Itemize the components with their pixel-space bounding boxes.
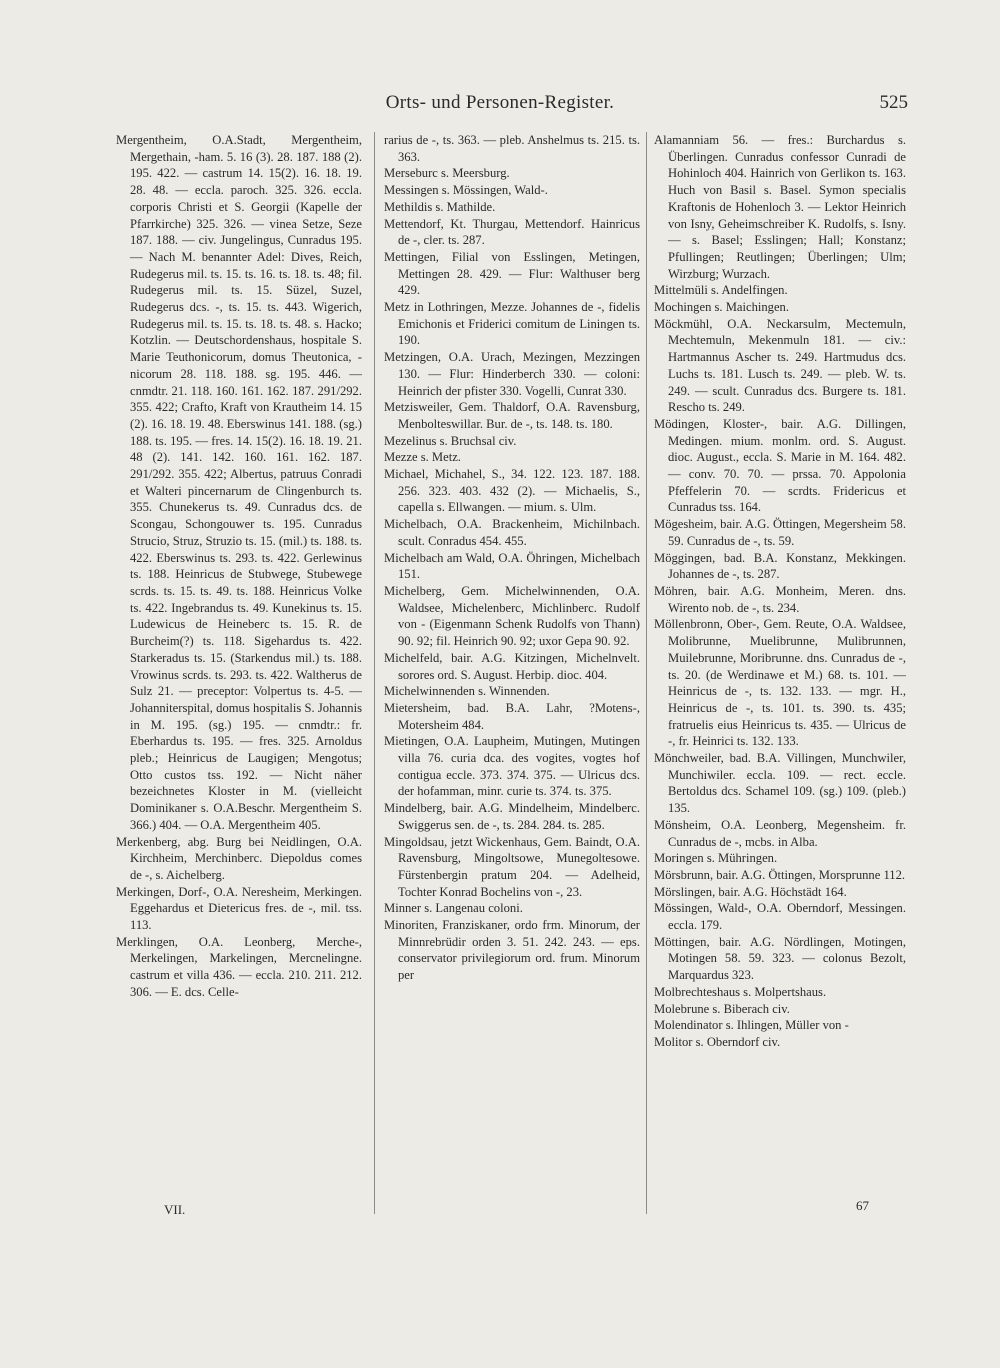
register-entry: Mettingen, Filial von Esslingen, Metingen, Mettingen 28. 429. — Flur: Walthuser berg 429. [384,249,640,298]
register-entry: Alamanniam 56. — fres.: Burchardus s. Überlingen. Cunradus confessor Cunradi de Hohinloch 404. Hainrich von Gerlikon ts. 163. Huch von Basil s. Basel. Symon specialis Kraftonis de Hohenloch 3. — Lektor Heinrich von Isny, Geheimschreiber K. Rudolfs, s. Isny. — s. Basel; Esslingen; Hall; Konstanz; Pfullingen; Reutlingen; Überlingen; Ulm; Wirzburg; Wurzach. [654,133,906,281]
register-entry: Michelwinnenden s. Winnenden. [384,684,550,699]
register-entry: Möckmühl, O.A. Neckarsulm, Mectemuln, Mechtemuln, Mekenmuln 181. — civ.: Hartmannus Ascher ts. 249. Hartmudus dcs. Luchs ts. 181. Lusch ts. 249. — pleb. W. ts. 249. — scult. Cunradus dcs. Burgere ts. 181. Rescho ts. 249. [654,316,906,415]
register-entry: Mössingen, Wald-, O.A. Oberndorf, Messingen. eccla. 179. [654,901,906,933]
register-entry: Mergentheim, O.A.Stadt, Mergentheim, Mergethain, -ham. 5. 16 (3). 28. 187. 188 (2). 195. 422. — castrum 14. 15(2). 16. 18. 19. 28. 48. — eccla. paroch. 325. 326. eccla. corporis Christi et S. Georgii (Kapelle der Pfarrkirche) 325. 326. — vinea Setze, Seze 187. 188. — civ. Jungelingus, Cunradus 195. — Nach M. benannter Adel: Dives, Reich, Rudegerus mil. ts. 15. ts. 16. ts. 18. ts. 48; fil. Rudegerus mil. ts. 15. Süzel, Suzel, Rudegerus dcs. -, ts. 15. ts. 443. Wigerich, Rudegerus mil. ts. 15. ts. 18. ts. 48. s. Hacko; Kotzlin. — Deutschordenshaus, hospitale S. Marie Teuthonicorum, domus Theutonica, -nicorum 28. 118. 188. sg. 195. 446. — cnmdtr. 21. 118. 160. 161. 162. 187. 291/292. 355. 422; Crafto, Kraft von Krautheim 14. 15 (2). 16. 18. 19. 48. Eberswinus 141. 188. (sg.) 188. ts. 195. — fres. 14. 15(2). 16. 18. 19. 21. 48 (2). 141. 142. 160. 161. 162. 187. 291/292. 355. 422; Albertus, patruus Conradi et Walteri pincernarum de Clingenburch ts. 355. Chunekerus ts. 49. Cunradus dcs. de Scongau, Schongouwer ts. 195. Cunradus Strucio, Struz, Struzio ts. 15. (mil.) ts. 188. ts. 422. Eberswinus ts. 293. ts. 422. Gerlewinus ts. 188. Heinricus de Stubwege, Stubewege scrds. ts. 15. ts. 49. ts. 188. Heinricus Volke ts. 422. Ingebrandus ts. 49. Kunekinus ts. 15. Ludewicus de Heineberc ts. 15. R. de Burcheim(?) ts. 118. Sigehardus ts. 422. Starkeradus ts. 15. (Starkendus mil.) ts. 188. Vrowinus scrds. ts. 293. ts. 422. Waltherus de Sulz 21. — preceptor: Volpertus ts. 4-5. — Johanniterspital, domus hospitalis S. Johannis in M. 195. (sg.) 195. — cnmdtr.: fr. Eberhardus ts. 195. — fres. 325. Arnoldus pleb.; Heinricus de Laugigen; Mengotus; Otto custos tss. 192. — Nicht näher bezeichnetes Kloster in M. (vielleicht Dominikaner s. O.A.Beschr. Mergentheim S. 366.) 404. — O.A. Mergentheim 405. [116,133,362,832]
register-entry: Metzingen, O.A. Urach, Mezingen, Mezzingen 130. — Flur: Hinderberch 330. — coloni: Heinrich der pfister 330. Vogelli, Cunrat 330. [384,350,640,398]
register-entry: Mietingen, O.A. Laupheim, Mutingen, Mutingen villa 76. curia dca. des vogites, vogtes hof contigua eccle. 373. 374. 375. — Ulricus dcs. der hofamman, minr. curie ts. 374. ts. 375. [384,734,640,799]
register-entry: Mörslingen, bair. A.G. Höchstädt 164. [654,884,847,899]
register-entry: Michael, Michahel, S., 34. 122. 123. 187. 188. 256. 323. 403. 432 (2). — Michaelis, S., capella s. Ellwangen. — mium. s. Ulm. [384,467,640,515]
register-entry: Minner s. Langenau coloni. [384,901,523,916]
register-entry: Minoriten, Franziskaner, ordo frm. Minorum, der Minnrebrüdir orden 3. 51. 242. 243. — eps. conservator privilegiorum ord. frum. Minorum per [384,918,640,983]
register-entry: Mindelberg, bair. A.G. Mindelheim, Mindelberc. Swiggerus sen. de -, ts. 284. 284. ts. 285. [384,801,640,832]
register-entry: Mögesheim, bair. A.G. Öttingen, Megersheim 58. 59. Cunradus de -, ts. 59. [654,517,906,548]
register-entry: Merkingen, Dorf-, O.A. Neresheim, Merkingen. Eggehardus et Dietericus fres. de -, mil. tss. 113. [116,884,362,933]
register-entry: Molbrechteshaus s. Molpertshaus. [654,984,827,999]
register-entry: Mönsheim, O.A. Leonberg, Megensheim. fr. Cunradus de -, mcbs. in Alba. [654,817,906,849]
register-entry: Merkenberg, abg. Burg bei Neidlingen, O.A. Kirchheim, Merchinberc. Diepoldus comes de -, s. Aichelberg. [116,834,362,882]
register-entry: Mörsbrunn, bair. A.G. Öttingen, Morsprunne 112. [654,867,906,882]
register-entry: Möhren, bair. A.G. Monheim, Meren. dns. Wirento nob. de -, ts. 234. [654,583,906,615]
register-entry: Mingoldsau, jetzt Wickenhaus, Gem. Baindt, O.A. Ravensburg, Mingoltsowe, Munegoltesowe. Fürstenbergin pratum 204. — Adelheid, Tochter Konrad Bochelins von -, 23. [384,834,640,899]
register-entry: Molendinator s. Ihlingen, Müller von - [654,1018,849,1033]
register-entry: Mittelmüli s. Andelfingen. [654,283,788,298]
register-entry: Michelbach am Wald, O.A. Öhringen, Michelbach 151. [384,550,640,582]
register-column-3 [654,132,906,1051]
register-entry: Michelbach, O.A. Brackenheim, Michilnbach. scult. Conradus 454. 455. [384,517,640,548]
register-entry: Merklingen, O.A. Leonberg, Merche-, Merkelingen, Markelingen, Mercnelingne. castrum et villa 436. — eccla. 210. 211. 212. 306. — E. dcs. Celle- [116,934,362,999]
register-entry: rarius de -, ts. 363. — pleb. Anshelmus ts. 215. ts. 363. [384,133,640,164]
register-entry: Möggingen, bad. B.A. Konstanz, Mekkingen. Johannes de -, ts. 287. [654,550,906,582]
sheet-number: 67 [856,1198,869,1213]
register-entry: Michelberg, Gem. Michelwinnenden, O.A. Waldsee, Michelenberc, Michlinberc. Rudolf von - (Eigenmann Schenk Rudolfs von Thann) 90. 92; fil. Heinrich 90. 92; uxor Gepa 90. 92. [384,583,640,649]
register-entry: Mezelinus s. Bruchsal civ. [384,433,517,448]
register-entry: Möttingen, bair. A.G. Nördlingen, Motingen, Motingen 58. 59. 323. — colonus Bezolt, Marquardus 323. [654,934,906,983]
column-rule [646,132,647,1214]
printer-signature: VII. [164,1202,186,1217]
register-entry: Metz in Lothringen, Mezze. Johannes de -, fidelis Emichonis et Friderici comitum de Liningen ts. 190. [384,300,640,348]
register-entry: Mödingen, Kloster-, bair. A.G. Dillingen, Medingen. mium. monlm. ord. S. August. dioc. August., eccla. S. Marie in M. 164. 482. — conv. 70. 70. — prssa. 70. Appolonia Pfeffelerin 70. — scrdts. Fridericus et Cunradus tss. 164. [654,416,906,515]
register-entry: Mezze s. Metz. [384,450,461,465]
page-number: 525 [879,92,908,113]
register-entry: Molitor s. Oberndorf civ. [654,1034,781,1049]
register-entry: Mochingen s. Maichingen. [654,300,790,315]
register-entry: Merseburc s. Meersburg. [384,166,510,181]
register-column-1 [116,132,362,1001]
register-column-2 [384,132,640,984]
register-entry: Moringen s. Mühringen. [654,851,778,866]
register-entry: Metzisweiler, Gem. Thaldorf, O.A. Ravensburg, Menbolteswillar. Bur. de -, ts. 148. ts. 180. [384,400,640,431]
register-entry: Mönchweiler, bad. B.A. Villingen, Munchwiler, Munchiwiler. eccla. 109. — rect. eccle. Bertoldus dcs. Schamel 109. (sg.) 109. (pleb.) 135. [654,751,906,816]
register-entry: Mettendorf, Kt. Thurgau, Mettendorf. Hainricus de -, cler. ts. 287. [384,216,640,248]
column-rule [374,132,375,1214]
register-entry: Molebrune s. Biberach civ. [654,1001,790,1016]
register-entry: Michelfeld, bair. A.G. Kitzingen, Michelnvelt. sorores ord. S. August. Herbip. dioc. 404. [384,650,640,682]
running-head-title: Orts- und Personen-Register. [385,92,615,113]
register-entry: Möllenbronn, Ober-, Gem. Reute, O.A. Waldsee, Molibrunne, Muelibrunne, Mulibrunnen, Muilebrunne, Moribrunne. dns. Cunradus de -, ts. 20. (de Werdinawe et M.) 68. ts. 101. — Heinricus de -, ts. 132. 133. — mgr. H., Heinricus de -, ts. 101. ts. 390. ts. 435; fratruelis eius Heinricus ts. 435. — Ulricus de -, fr. Heinrici ts. 132. 133. [654,617,906,749]
register-entry: Methildis s. Mathilde. [384,199,496,214]
register-entry: Messingen s. Mössingen, Wald-. [384,183,548,198]
register-entry: Mietersheim, bad. B.A. Lahr, ?Motens-, Motersheim 484. [384,700,640,732]
